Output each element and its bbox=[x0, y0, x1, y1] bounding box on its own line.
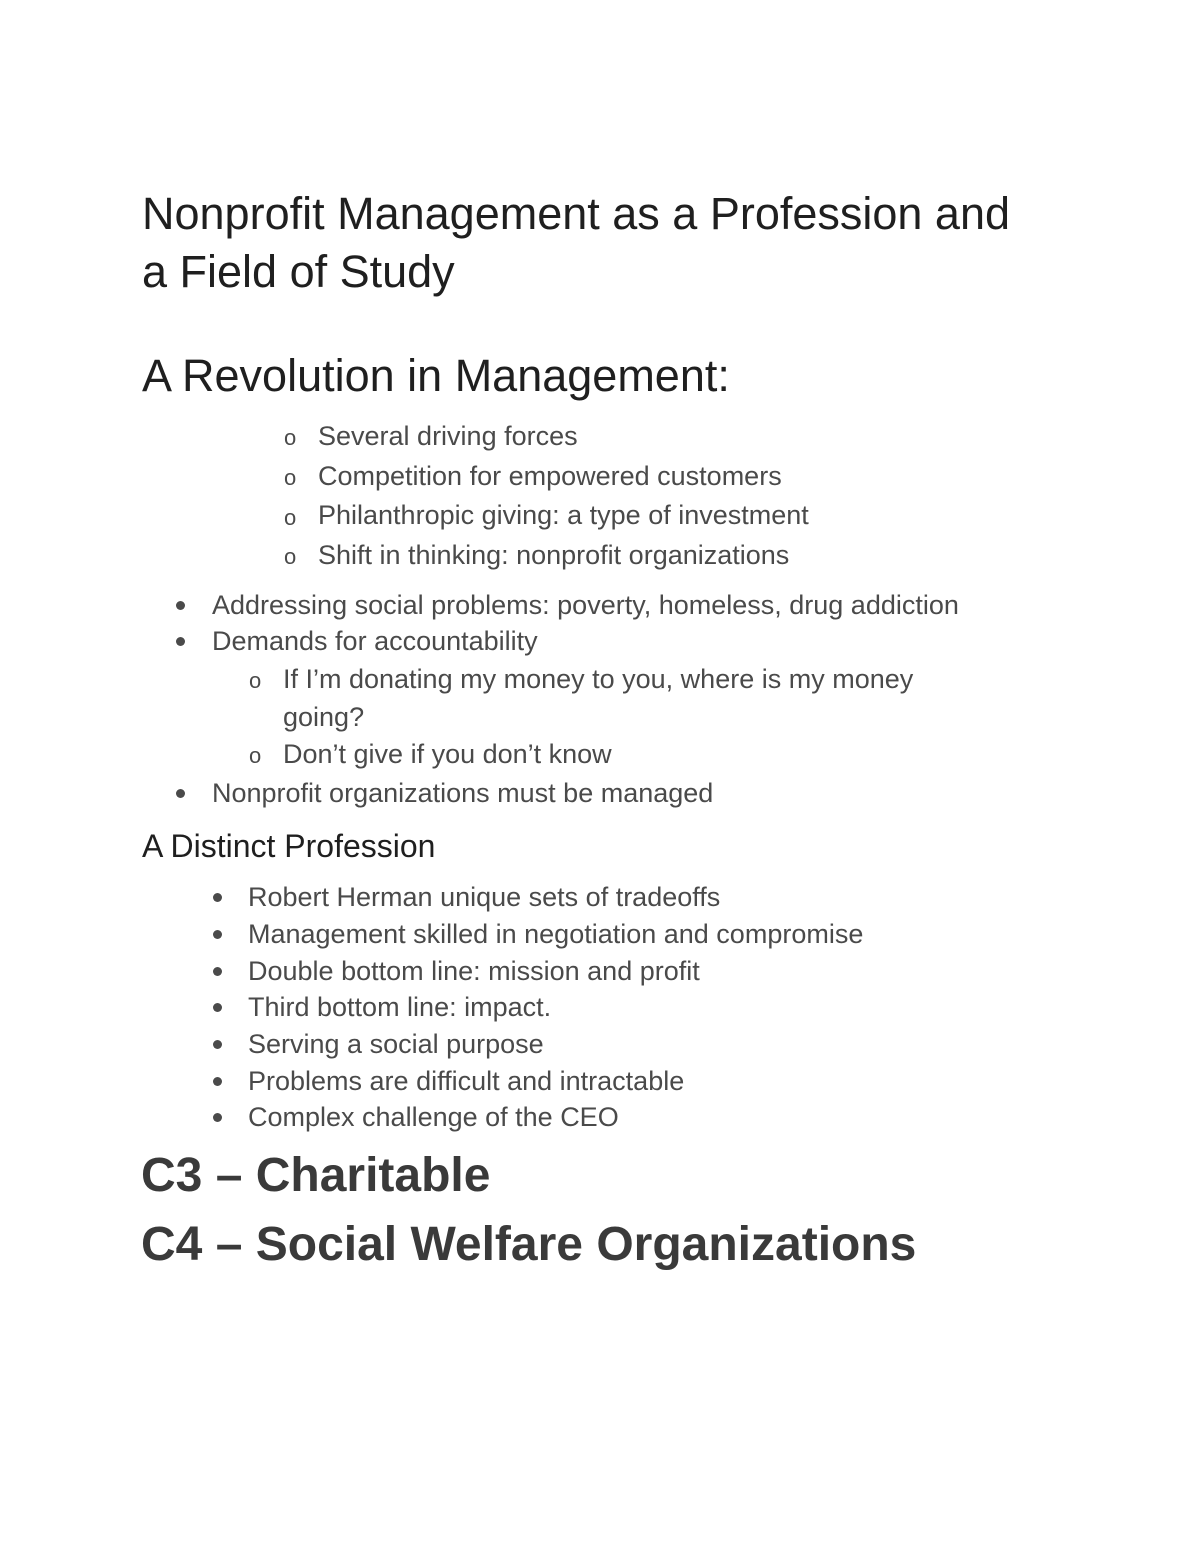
list-item-continuation: going? bbox=[283, 702, 365, 732]
bullet-dot-icon bbox=[176, 789, 185, 798]
bullet-dot-icon bbox=[213, 930, 222, 939]
list-item: If I’m donating my money to you, where is my money bbox=[283, 664, 914, 694]
circle-bullet-icon: o bbox=[284, 505, 297, 530]
list-item: Philanthropic giving: a type of investment bbox=[318, 500, 809, 530]
list-item: Don’t give if you don’t know bbox=[283, 739, 612, 769]
list-item: Nonprofit organizations must be managed bbox=[212, 778, 714, 808]
heading-c4-social-welfare: C4 – Social Welfare Organizations bbox=[141, 1218, 917, 1271]
bullet-dot-icon bbox=[176, 601, 185, 610]
list-item: Third bottom line: impact. bbox=[248, 992, 552, 1022]
list-item: Problems are difficult and intractable bbox=[248, 1066, 685, 1096]
document-title-line-2: a Field of Study bbox=[142, 246, 455, 297]
bullet-dot-icon bbox=[213, 1040, 222, 1049]
list-item: Robert Herman unique sets of tradeoffs bbox=[248, 882, 721, 912]
circle-bullet-icon: o bbox=[249, 743, 262, 768]
bullet-dot-icon bbox=[213, 1003, 222, 1012]
bullet-dot-icon bbox=[213, 1077, 222, 1086]
bullet-dot-icon bbox=[213, 893, 222, 902]
circle-bullet-icon: o bbox=[284, 465, 297, 490]
list-item: Several driving forces bbox=[318, 421, 578, 451]
section-heading-distinct-profession: A Distinct Profession bbox=[142, 828, 436, 864]
circle-bullet-icon: o bbox=[284, 544, 297, 569]
list-item: Complex challenge of the CEO bbox=[248, 1102, 619, 1132]
list-item: Shift in thinking: nonprofit organizations bbox=[318, 540, 790, 570]
circle-bullet-icon: o bbox=[284, 425, 297, 450]
list-item: Demands for accountability bbox=[212, 626, 538, 656]
list-item: Addressing social problems: poverty, homeless, drug addiction bbox=[212, 590, 959, 620]
section-heading-revolution: A Revolution in Management: bbox=[142, 350, 730, 401]
list-item: Double bottom line: mission and profit bbox=[248, 956, 700, 986]
document-title-line-1: Nonprofit Management as a Profession and bbox=[142, 188, 1011, 239]
bullet-dot-icon bbox=[176, 637, 185, 646]
circle-bullet-icon: o bbox=[249, 668, 262, 693]
list-item: Competition for empowered customers bbox=[318, 461, 782, 491]
list-item: Serving a social purpose bbox=[248, 1029, 544, 1059]
list-item: Management skilled in negotiation and compromise bbox=[248, 919, 864, 949]
bullet-dot-icon bbox=[213, 1113, 222, 1122]
bullet-dot-icon bbox=[213, 967, 222, 976]
heading-c3-charitable: C3 – Charitable bbox=[141, 1149, 491, 1202]
